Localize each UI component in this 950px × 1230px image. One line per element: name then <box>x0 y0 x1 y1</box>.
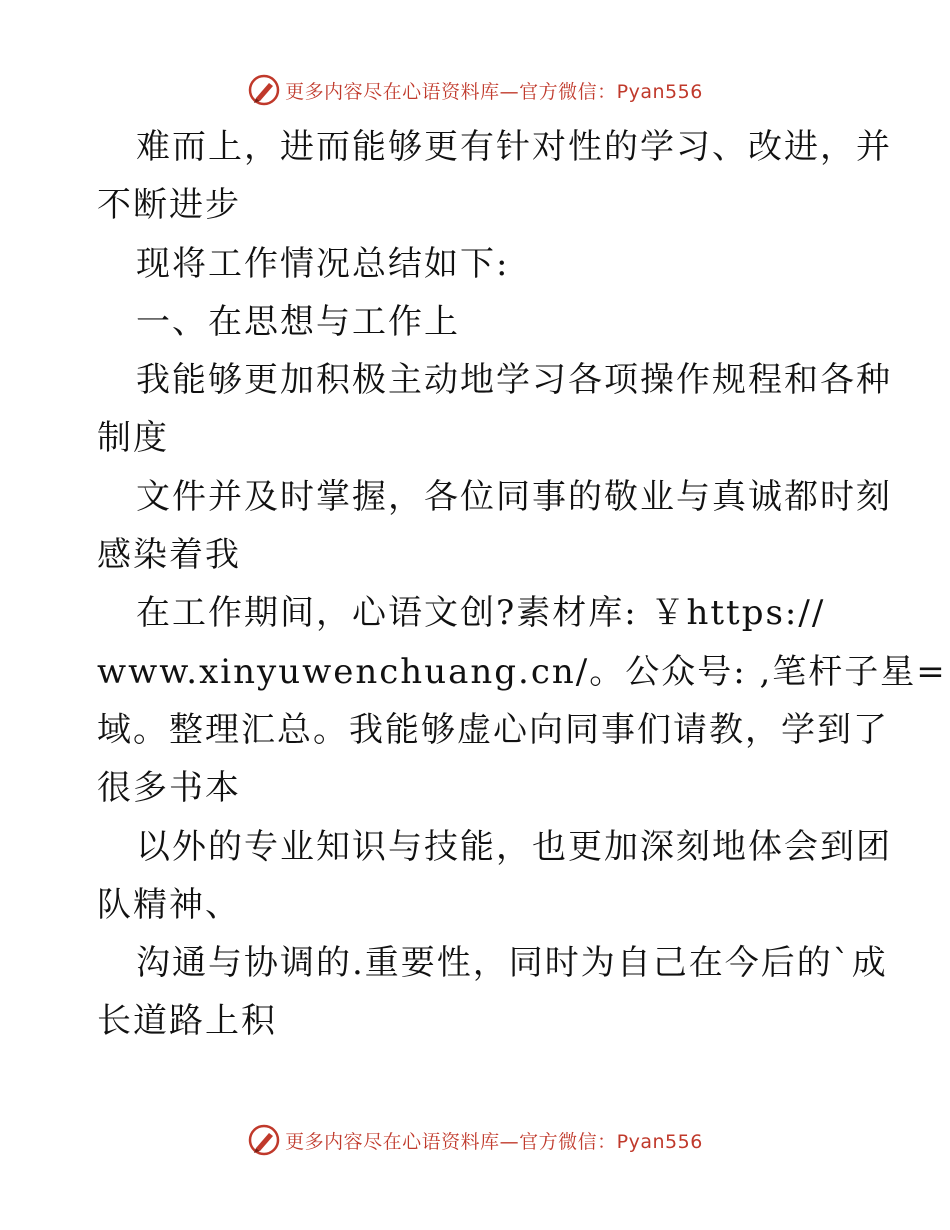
paragraph-line: 我能够更加积极主动地学习各项操作规程和各种 <box>136 360 892 401</box>
header-banner <box>0 70 950 110</box>
paragraph-line: 很多书本 <box>97 768 241 809</box>
paragraph-line: 现将工作情况总结如下: <box>136 243 510 284</box>
paragraph-line: 以外的专业知识与技能，也更加深刻地体会到团 <box>136 826 892 867</box>
paragraph-line: 在工作期间，心语文创?素材库: ￥https:// <box>136 593 826 634</box>
paragraph-line: 一、在思想与工作上 <box>136 301 460 342</box>
paragraph-line: 域。整理汇总。我能够虚心向同事们请教，学到了 <box>97 709 889 750</box>
paragraph-line: 队精神、 <box>97 884 241 925</box>
paragraph-line: 制度 <box>97 418 169 459</box>
paragraph-line: 沟通与协调的.重要性，同时为自己在今后的`成 <box>136 943 888 984</box>
paragraph-line: 文件并及时掌握，各位同事的敬业与真诚都时刻 <box>136 476 892 517</box>
paragraph-line: 长道路上积 <box>97 1001 277 1042</box>
paragraph-line: 难而上，进而能够更有针对性的学习、改进，并 <box>136 127 892 167</box>
pen-logo-icon <box>247 1123 281 1157</box>
paragraph-line: 感染着我 <box>97 535 241 576</box>
footer-banner-text: 更多内容尽在心语资料库—官方微信：Pyan556 <box>285 1130 703 1153</box>
paragraph-line: www.xinyuwenchuang.cn/。公众号: ,笔杆子星= <box>97 651 947 692</box>
document-body <box>97 118 947 1051</box>
header-banner-text: 更多内容尽在心语资料库—官方微信：Pyan556 <box>285 80 703 103</box>
pen-logo-icon <box>247 73 281 107</box>
paragraph-line: 不断进步 <box>97 185 241 226</box>
footer-banner <box>0 1120 950 1160</box>
